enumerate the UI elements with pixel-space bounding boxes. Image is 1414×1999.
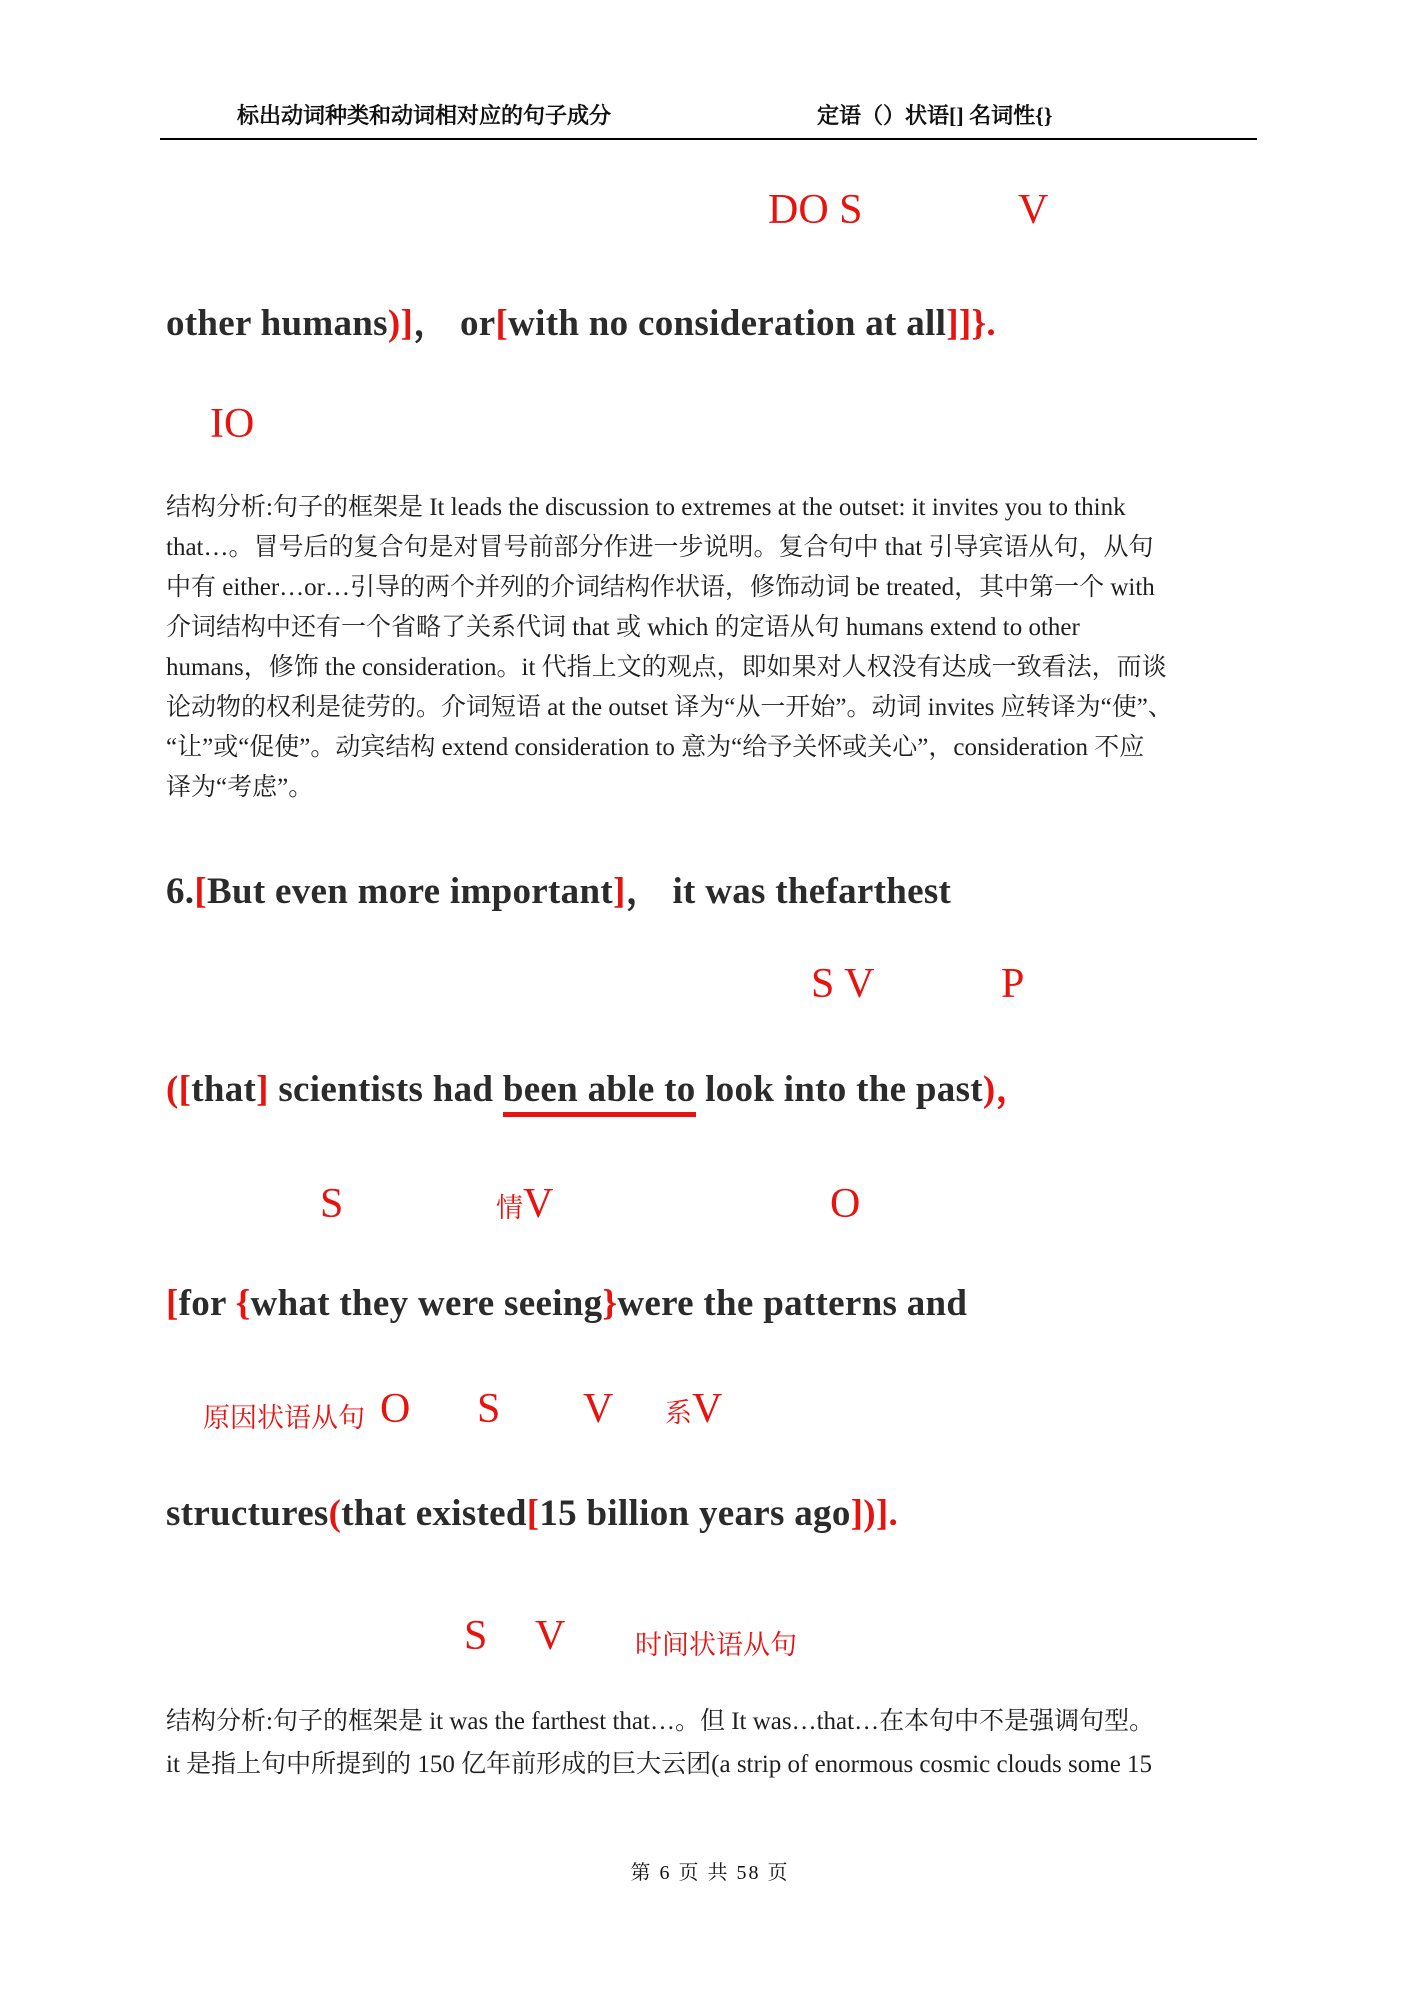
annotation-o2: O bbox=[380, 1386, 411, 1432]
analysis-line: that…。冒号后的复合句是对冒号前部分作进一步说明。复合句中 that 引导宾语从句，从句 bbox=[166, 534, 1154, 561]
annotation-s4: S bbox=[464, 1613, 488, 1659]
annotation-do-s: DO S bbox=[768, 187, 863, 233]
sentence-other-humans: other humans)]， or[with no consideration at all]]}. bbox=[166, 303, 996, 344]
annotation-modal-v bbox=[496, 1180, 553, 1228]
analysis-line: humans，修饰 the consideration。it 代指上文的观点，即如果对人权没有达成一致看法，而谈 bbox=[166, 654, 1167, 681]
header-right-legend: 定语（）状语[] 名词性{} bbox=[817, 103, 1053, 128]
annotation-s2: S bbox=[320, 1181, 344, 1227]
analysis-line: 译为“考虑”。 bbox=[166, 774, 314, 801]
analysis-line: it 是指上句中所提到的 150 亿年前形成的巨大云团(a strip of enormous cosmic clouds some 15 bbox=[166, 1751, 1153, 1778]
annotation-modal-label: 情 bbox=[496, 1193, 523, 1223]
annotation-time-clause-label: 时间状语从句 bbox=[635, 1630, 797, 1660]
page-number: 第 6 页 共 58 页 bbox=[630, 1862, 790, 1884]
analysis-line: 中有 either…or…引导的两个并列的介词结构作状语，修饰动词 be treated，其中第一个 with bbox=[166, 574, 1155, 601]
annotation-io: IO bbox=[210, 401, 255, 447]
sentence-structures: structures(that existed[15 billion years ago])]. bbox=[166, 1493, 899, 1534]
annotation-s-v: S V bbox=[811, 961, 875, 1007]
header-divider bbox=[160, 138, 1257, 140]
analysis-paragraph-2 bbox=[166, 1700, 1154, 1786]
analysis-line: 论动物的权利是徒劳的。介词短语 at the outset 译为“从一开始”。动词 invites 应转译为“使”、 bbox=[166, 694, 1173, 721]
sentence-for-what: [for {what they were seeing}were the patterns and bbox=[166, 1283, 968, 1324]
annotation-o: O bbox=[830, 1181, 861, 1227]
annotation-v3: V bbox=[583, 1386, 614, 1432]
sentence-that-scientists: ([that] scientists had been able to look into the past)， bbox=[166, 1058, 1033, 1112]
annotation-v: V bbox=[1018, 187, 1049, 233]
annotation-s3: S bbox=[477, 1386, 501, 1432]
analysis-line: 介词结构中还有一个省略了关系代词 that 或 which 的定语从句 humans extend to other bbox=[166, 614, 1080, 641]
annotation-v2: V bbox=[523, 1181, 554, 1227]
header-left-title: 标出动词种类和动词相对应的句子成分 bbox=[237, 103, 612, 128]
analysis-line: “让”或“促使”。动宾结构 extend consideration to 意为“给予关怀或关心”，consideration 不应 bbox=[166, 734, 1145, 761]
annotation-v5: V bbox=[535, 1613, 566, 1659]
analysis-paragraph-1 bbox=[166, 488, 1173, 808]
analysis-line: 结构分析:句子的框架是 It leads the discussion to extremes at the outset: it invites you to think bbox=[166, 494, 1126, 521]
annotation-p: P bbox=[1001, 961, 1025, 1007]
annotation-v4: V bbox=[692, 1386, 723, 1432]
annotation-link-label: 系 bbox=[665, 1398, 692, 1428]
sentence-6-heading: 6.[But even more important]， it was thefarthest bbox=[166, 871, 952, 912]
annotation-cause-clause-label: 原因状语从句 bbox=[203, 1403, 365, 1433]
annotation-link-v bbox=[665, 1385, 722, 1433]
analysis-line: 结构分析:句子的框架是 it was the farthest that…。但 It was…that…在本句中不是强调句型。 bbox=[166, 1708, 1155, 1735]
